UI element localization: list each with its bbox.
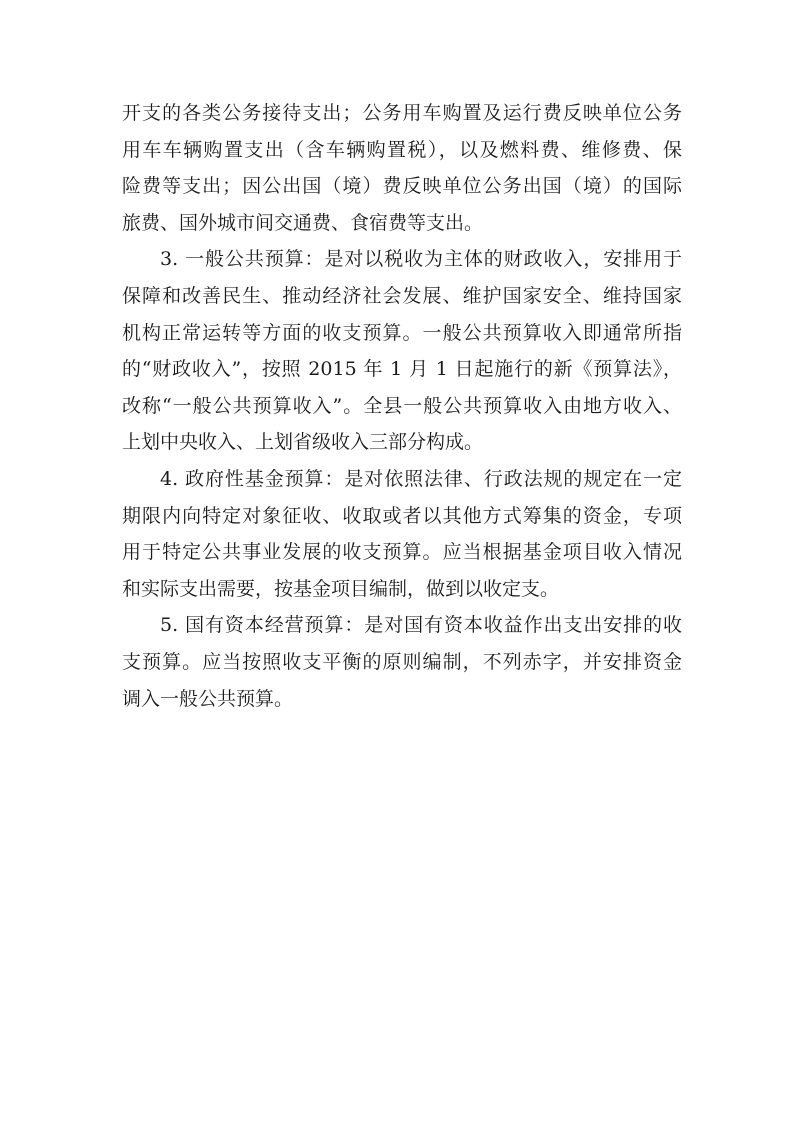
paragraph-government-fund-budget: [122, 461, 682, 607]
text-line: 改称“一般公共预算收入”。全县一般公共预算收入由地方收入、: [122, 394, 682, 417]
text-line: 调入一般公共预算。: [122, 687, 294, 710]
text-line: 支预算。应当按照收支平衡的原则编制，不列赤字，并安排资金: [122, 650, 682, 673]
document-body: [122, 95, 682, 717]
text-line: 用于特定公共事业发展的收支预算。应当根据基金项目收入情况: [122, 541, 682, 564]
text-line: 和实际支出需要，按基金项目编制，做到以收定支。: [122, 577, 560, 600]
text-line: 4. 政府性基金预算：是对依照法律、行政法规的规定在一定: [160, 467, 682, 490]
text-line: 3. 一般公共预算：是对以税收为主体的财政收入，安排用于: [160, 248, 682, 271]
paragraph-state-capital-budget: [122, 607, 682, 717]
paragraph-public-expense-continuation: [122, 95, 682, 241]
text-line: 的“财政收入”，按照 2015 年 1 月 1 日起施行的新《预算法》，: [122, 358, 682, 381]
text-line: 险费等支出；因公出国（境）费反映单位公务出国（境）的国际: [122, 175, 682, 198]
text-line: 保障和改善民生、推动经济社会发展、维护国家安全、维持国家: [122, 284, 682, 307]
text-line: 开支的各类公务接待支出；公务用车购置及运行费反映单位公务: [122, 102, 682, 124]
text-line: 上划中央收入、上划省级收入三部分构成。: [122, 431, 484, 454]
text-line: 旅费、国外城市间交通费、食宿费等支出。: [122, 211, 484, 234]
text-line: 用车车辆购置支出（含车辆购置税），以及燃料费、维修费、保: [122, 138, 682, 161]
text-line: 机构正常运转等方面的收支预算。一般公共预算收入即通常所指: [122, 321, 682, 344]
text-line: 期限内向特定对象征收、收取或者以其他方式筹集的资金，专项: [122, 504, 682, 527]
paragraph-general-public-budget: [122, 241, 682, 461]
text-line: 5. 国有资本经营预算：是对国有资本收益作出支出安排的收: [160, 614, 682, 637]
